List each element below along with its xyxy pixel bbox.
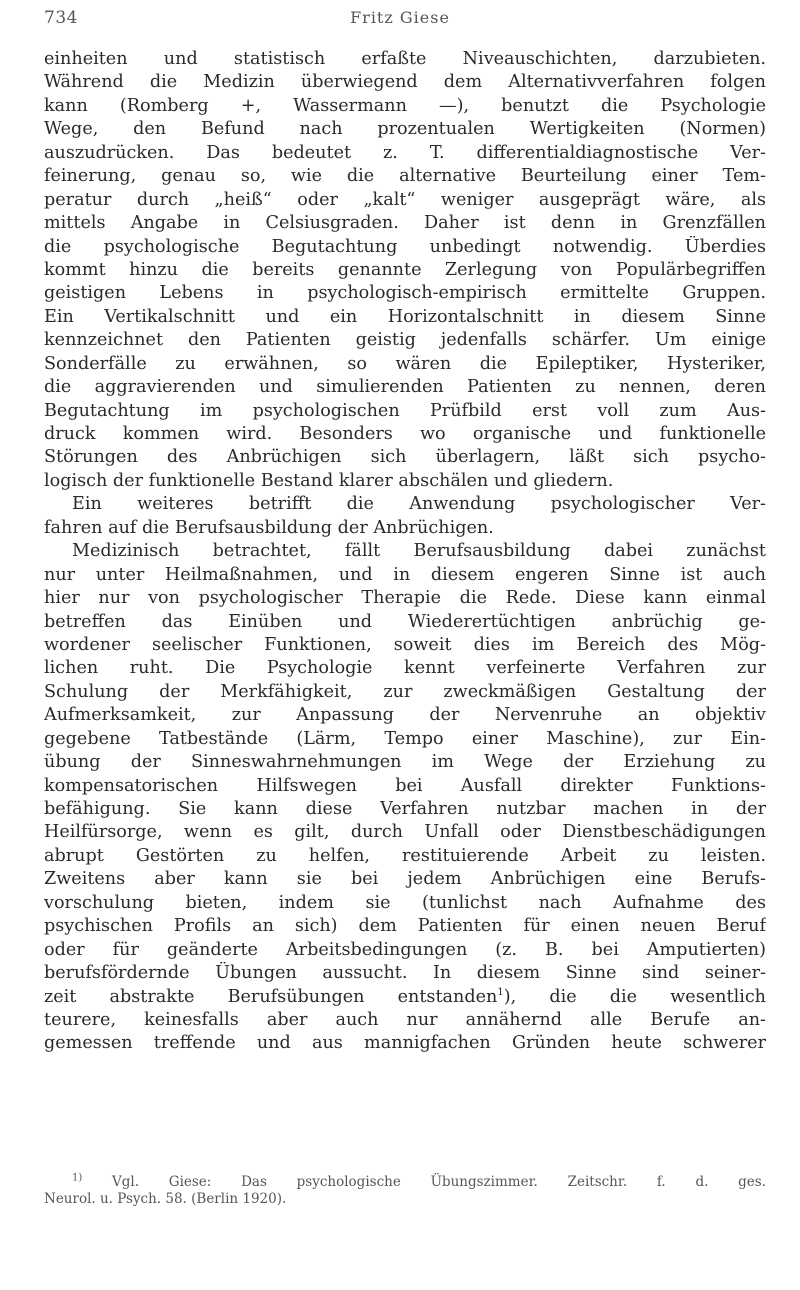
- text-line-with-footnote: [44, 986, 766, 1009]
- text-line: druck kommen wird. Besonders wo organische und funktionelle: [44, 424, 766, 444]
- text-line: Medizinisch betrachtet, fällt Berufsausbildung dabei zunächst: [72, 541, 766, 562]
- text-line: Heilfürsorge, wenn es gilt, durch Unfall oder Dienstbeschädigungen: [44, 822, 766, 843]
- text-line: teurere, keinesfalls aber auch nur annähernd alle Berufe an-: [44, 1009, 766, 1030]
- text-line: oder für geänderte Arbeitsbedingungen (z. B. bei Amputierten): [44, 939, 766, 960]
- footnote-line: [44, 1174, 766, 1191]
- text-line: vorschulung bieten, indem sie (tunlichst nach Aufnahme des: [44, 892, 766, 913]
- text-line: Sonderfälle zu erwähnen, so wären die Epileptiker, Hysteriker,: [44, 353, 766, 374]
- text-segment: zeit abstrakte Berufsübungen entstanden: [44, 986, 498, 1007]
- text-line: Begutachtung im psychologischen Prüfbild erst voll zum Aus-: [44, 400, 766, 421]
- text-line: kennzeichnet den Patienten geistig jedenfalls schärfer. Um einige: [44, 330, 766, 351]
- text-line: Störungen des Anbrüchigen sich überlagern, läßt sich psycho-: [44, 447, 766, 468]
- footnote-text: Vgl. Giese: Das psychologische Übungszimmer. Zeitschr. f. d. ges.: [112, 1174, 766, 1190]
- text-line: Schulung der Merkfähigkeit, zur zweckmäßigen Gestaltung der: [44, 681, 766, 702]
- text-line: Während die Medizin überwiegend dem Alternativverfahren folgen: [44, 72, 766, 93]
- body-text: [44, 48, 766, 1056]
- text-line: lichen ruht. Die Psychologie kennt verfeinerte Verfahren zur: [44, 658, 766, 679]
- running-title: Fritz Giese: [350, 8, 450, 27]
- text-line: die psychologische Begutachtung unbedingt notwendig. Überdies: [44, 236, 766, 257]
- text-line: kann (Romberg +, Wassermann —), benutzt die Psychologie: [44, 95, 766, 116]
- text-line: kommt hinzu die bereits genannte Zerlegung von Populärbegriffen: [44, 259, 766, 280]
- running-head: [0, 8, 800, 32]
- text-line: auszudrücken. Das bedeutet z. T. differentialdiagnostische Ver-: [44, 142, 766, 163]
- text-line: Zweitens aber kann sie bei jedem Anbrüchigen eine Berufs-: [44, 869, 766, 890]
- text-line: feinerung, genau so, wie die alternative Beurteilung einer Tem-: [44, 166, 766, 187]
- text-line: kompensatorischen Hilfswegen bei Ausfall direkter Funktions-: [44, 775, 766, 796]
- text-line: fahren auf die Berufsausbildung der Anbrüchigen.: [44, 517, 494, 538]
- text-line: geistigen Lebens in psychologisch-empirisch ermittelte Gruppen.: [44, 283, 766, 304]
- footnote-line: Neurol. u. Psych. 58. (Berlin 1920).: [44, 1191, 287, 1207]
- text-line: nur unter Heilmaßnahmen, und in diesem engeren Sinne ist auch: [44, 564, 766, 585]
- footnote-reference[interactable]: 1: [497, 986, 504, 998]
- footnote-marker: 1): [72, 1172, 83, 1184]
- text-line: betreffen das Einüben und Wiederertüchtigen anbrüchig ge-: [44, 611, 766, 632]
- text-line: Aufmerksamkeit, zur Anpassung der Nervenruhe an objektiv: [44, 705, 766, 726]
- text-line: mittels Angabe in Celsiusgraden. Daher ist denn in Grenzfällen: [44, 213, 766, 234]
- text-line: einheiten und statistisch erfaßte Niveauschichten, darzubieten.: [44, 49, 766, 69]
- text-line: logisch der funktionelle Bestand klarer abschälen und gliedern.: [44, 470, 614, 491]
- text-line: Ein weiteres betrifft die Anwendung psychologischer Ver-: [72, 494, 766, 515]
- text-line: hier nur von psychologischer Therapie die Rede. Diese kann einmal: [44, 588, 766, 609]
- text-line: Wege, den Befund nach prozentualen Wertigkeiten (Normen): [44, 119, 766, 140]
- text-line: übung der Sinneswahrnehmungen im Wege der Erziehung zu: [44, 752, 766, 773]
- text-line: wordener seelischer Funktionen, soweit dies im Bereich des Mög-: [44, 634, 766, 655]
- text-segment: ), die die wesentlich: [503, 986, 766, 1007]
- text-line: peratur durch „heiß“ oder „kalt“ weniger ausgeprägt wäre, als: [44, 189, 766, 210]
- text-line: berufsfördernde Übungen aussucht. In diesem Sinne sind seiner-: [44, 963, 766, 984]
- text-line: abrupt Gestörten zu helfen, restituierende Arbeit zu leisten.: [44, 845, 766, 866]
- text-line: die aggravierenden und simulierenden Patienten zu nennen, deren: [44, 377, 766, 398]
- footnotes: [44, 1174, 766, 1208]
- text-line: gemessen treffende und aus mannigfachen Gründen heute schwerer: [44, 1033, 766, 1054]
- text-line: befähigung. Sie kann diese Verfahren nutzbar machen in der: [44, 799, 766, 819]
- text-line: Ein Vertikalschnitt und ein Horizontalschnitt in diesem Sinne: [44, 306, 766, 327]
- page-number: 734: [44, 8, 78, 28]
- text-line: psychischen Profils an sich) dem Patienten für einen neuen Beruf: [44, 916, 766, 937]
- text-line: gegebene Tatbestände (Lärm, Tempo einer Maschine), zur Ein-: [44, 728, 766, 749]
